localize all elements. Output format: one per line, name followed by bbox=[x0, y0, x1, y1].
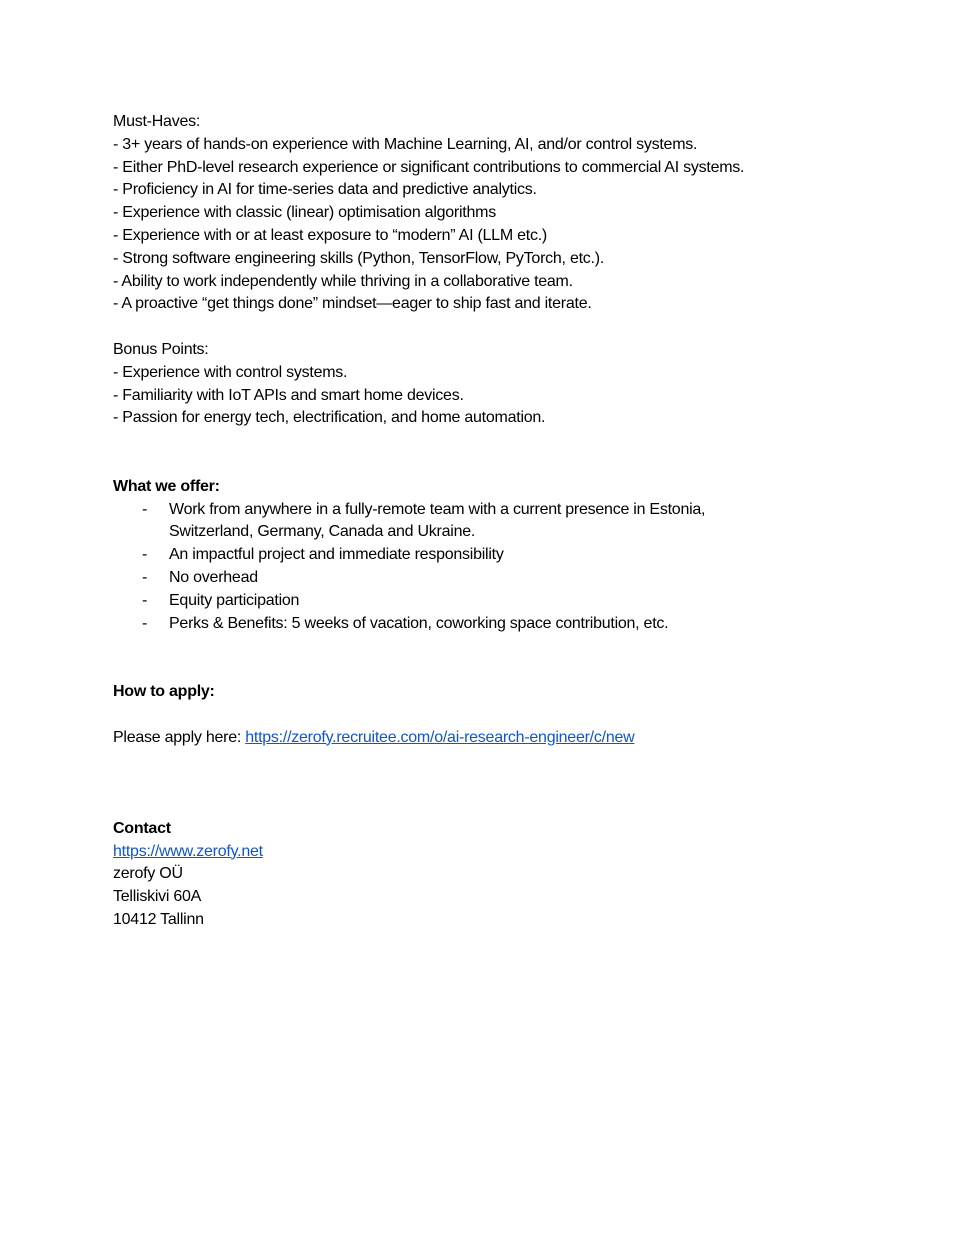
spacer bbox=[113, 635, 873, 681]
offer-item bbox=[113, 544, 789, 567]
bonus-point-item: - Familiarity with IoT APIs and smart home devices. bbox=[113, 386, 464, 404]
apply-link[interactable]: https://zerofy.recruitee.com/o/ai-research-engineer/c/new bbox=[245, 728, 635, 746]
must-have-item: - Either PhD-level research experience or significant contributions to commercial AI systems. bbox=[113, 158, 745, 176]
spacer bbox=[113, 749, 873, 817]
offer-item-text: No overhead bbox=[169, 568, 258, 586]
must-have-item: - Ability to work independently while thriving in a collaborative team. bbox=[113, 272, 573, 290]
offer-section bbox=[113, 476, 873, 636]
apply-text: Please apply here: bbox=[113, 728, 246, 746]
bonus-points-heading: Bonus Points: bbox=[113, 340, 209, 358]
must-have-item: - A proactive “get things done” mindset—eager to ship fast and iterate. bbox=[113, 295, 592, 313]
bonus-point-item: - Experience with control systems. bbox=[113, 363, 348, 381]
offer-item bbox=[113, 499, 789, 545]
website-link[interactable]: https://www.zerofy.net bbox=[113, 842, 263, 860]
list-dash: - bbox=[142, 500, 148, 518]
must-have-item: - Experience with or at least exposure to “modern” AI (LLM etc.) bbox=[113, 226, 547, 244]
contact-heading: Contact bbox=[113, 819, 171, 837]
must-have-item: - Proficiency in AI for time-series data and predictive analytics. bbox=[113, 181, 537, 199]
apply-section bbox=[113, 681, 873, 749]
list-dash: - bbox=[142, 546, 148, 564]
contact-section bbox=[113, 818, 873, 932]
spacer bbox=[113, 430, 873, 476]
offer-item-text: Equity participation bbox=[169, 591, 300, 609]
bonus-points-section bbox=[113, 339, 873, 430]
must-have-item: - Experience with classic (linear) optimisation algorithms bbox=[113, 204, 496, 222]
apply-heading: How to apply: bbox=[113, 682, 215, 700]
spacer bbox=[113, 316, 873, 339]
offer-item-text: Work from anywhere in a fully-remote team with a current presence in Estonia, Switzerland, Germany, Canada and Ukraine. bbox=[169, 500, 706, 541]
bonus-point-item: - Passion for energy tech, electrification, and home automation. bbox=[113, 409, 546, 427]
city-address: 10412 Tallinn bbox=[113, 910, 204, 928]
company-name: zerofy OÜ bbox=[113, 865, 183, 883]
must-haves-section bbox=[113, 111, 873, 316]
apply-line bbox=[113, 727, 873, 750]
offer-heading: What we offer: bbox=[113, 477, 220, 495]
offer-item bbox=[113, 613, 789, 636]
offer-list bbox=[113, 499, 873, 636]
offer-item bbox=[113, 567, 789, 590]
offer-item-text: Perks & Benefits: 5 weeks of vacation, coworking space contribution, etc. bbox=[169, 614, 669, 632]
must-have-item: - Strong software engineering skills (Python, TensorFlow, PyTorch, etc.). bbox=[113, 249, 605, 267]
offer-item-text: An impactful project and immediate responsibility bbox=[169, 546, 504, 564]
street-address: Telliskivi 60A bbox=[113, 888, 202, 906]
list-dash: - bbox=[142, 614, 148, 632]
must-have-item: - 3+ years of hands-on experience with Machine Learning, AI, and/or control systems. bbox=[113, 135, 698, 153]
spacer bbox=[113, 704, 873, 727]
offer-item bbox=[113, 590, 789, 613]
list-dash: - bbox=[142, 568, 148, 586]
document-body bbox=[113, 111, 873, 932]
list-dash: - bbox=[142, 591, 148, 609]
must-haves-heading: Must-Haves: bbox=[113, 113, 201, 130]
